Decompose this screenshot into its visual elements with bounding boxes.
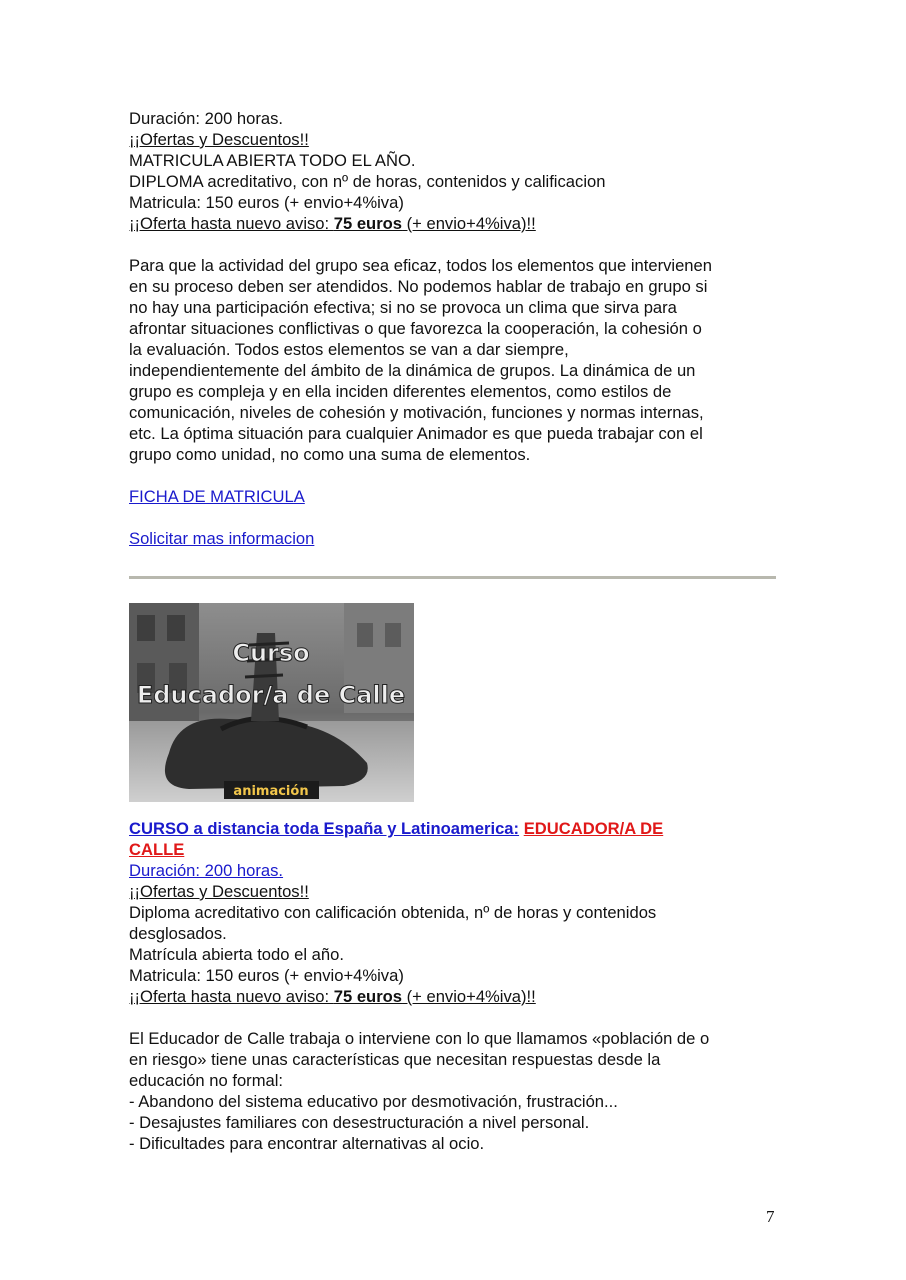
description-line: El Educador de Calle trabaja o interviene con lo que llamamos «población de o: [129, 1029, 710, 1048]
offer-price: 75 euros: [333, 214, 403, 233]
course1-duration: Duración: 200 horas.: [129, 109, 284, 128]
course2-heading-red-2[interactable]: CALLE: [129, 840, 185, 859]
offer-suffix: (+ envio+4%iva)!!: [402, 214, 536, 233]
offer-suffix: (+ envio+4%iva)!!: [402, 987, 536, 1006]
course2-offer-line: [129, 986, 781, 1007]
course2-heading: [129, 818, 781, 839]
course2-enrollment-open: Matrícula abierta todo el año.: [129, 945, 344, 964]
course2-duration[interactable]: Duración: 200 horas.: [129, 861, 284, 880]
course1-offer-line: [129, 213, 781, 234]
description-line: en su proceso deben ser atendidos. No podemos hablar de trabajo en grupo si: [129, 277, 708, 296]
course2-offers: ¡¡Ofertas y Descuentos!!: [129, 882, 309, 901]
course2-diploma-2: desglosados.: [129, 924, 227, 943]
course2-section: [129, 818, 781, 1154]
offer-prefix: ¡¡Oferta hasta nuevo aviso:: [129, 987, 334, 1006]
description-line: grupo es compleja y en ella inciden diferentes elementos, como estilos de: [129, 382, 672, 401]
course1-price: Matricula: 150 euros (+ envio+4%iva): [129, 193, 404, 212]
description-line: - Desajustes familiares con desestructuración a nivel personal.: [129, 1113, 590, 1132]
description-line: independientemente del ámbito de la dinámica de grupos. La dinámica de un: [129, 361, 696, 380]
photo-logo-text: animación: [233, 784, 309, 799]
course1-description: [129, 255, 781, 465]
description-line: etc. La óptima situación para cualquier Animador es que pueda trabajar con el: [129, 424, 703, 443]
course-photo: [129, 603, 414, 802]
course2-diploma-1: Diploma acreditativo con calificación obtenida, nº de horas y contenidos: [129, 903, 657, 922]
description-line: - Abandono del sistema educativo por desmotivación, frustración...: [129, 1092, 618, 1111]
request-info-link[interactable]: Solicitar mas informacion: [129, 529, 315, 548]
course2-heading-blue[interactable]: CURSO a distancia toda España y Latinoamerica:: [129, 819, 520, 838]
description-line: la evaluación. Todos estos elementos se van a dar siempre,: [129, 340, 569, 359]
section-divider: [129, 576, 776, 579]
photo-title-line1: Curso: [232, 639, 310, 667]
description-line: en riesgo» tiene unas características que necesitan respuestas desde la: [129, 1050, 661, 1069]
course1-section: [129, 108, 781, 549]
page-number: 7: [766, 1207, 775, 1226]
description-line: grupo como unidad, no como una suma de elementos.: [129, 445, 531, 464]
course2-price: Matricula: 150 euros (+ envio+4%iva): [129, 966, 404, 985]
offer-prefix: ¡¡Oferta hasta nuevo aviso:: [129, 214, 334, 233]
course2-description: [129, 1028, 781, 1154]
course1-diploma: DIPLOMA acreditativo, con nº de horas, contenidos y calificacion: [129, 172, 606, 191]
course2-heading-red[interactable]: EDUCADOR/A DE: [523, 819, 664, 838]
course1-offers: ¡¡Ofertas y Descuentos!!: [129, 130, 309, 149]
description-line: comunicación, niveles de cohesión y motivación, funciones y normas internas,: [129, 403, 704, 422]
offer-price: 75 euros: [333, 987, 403, 1006]
photo-title-line2: Educador/a de Calle: [136, 681, 406, 709]
description-line: Para que la actividad del grupo sea eficaz, todos los elementos que intervienen: [129, 256, 712, 275]
description-line: no hay una participación efectiva; si no se provoca un clima que sirva para: [129, 298, 677, 317]
course1-enrollment-open: MATRICULA ABIERTA TODO EL AÑO.: [129, 151, 416, 170]
enrollment-form-link[interactable]: FICHA DE MATRICULA: [129, 487, 305, 506]
description-line: educación no formal:: [129, 1071, 284, 1090]
description-line: - Dificultades para encontrar alternativas al ocio.: [129, 1134, 485, 1153]
description-line: afrontar situaciones conflictivas o que favorezca la cooperación, la cohesión o: [129, 319, 702, 338]
